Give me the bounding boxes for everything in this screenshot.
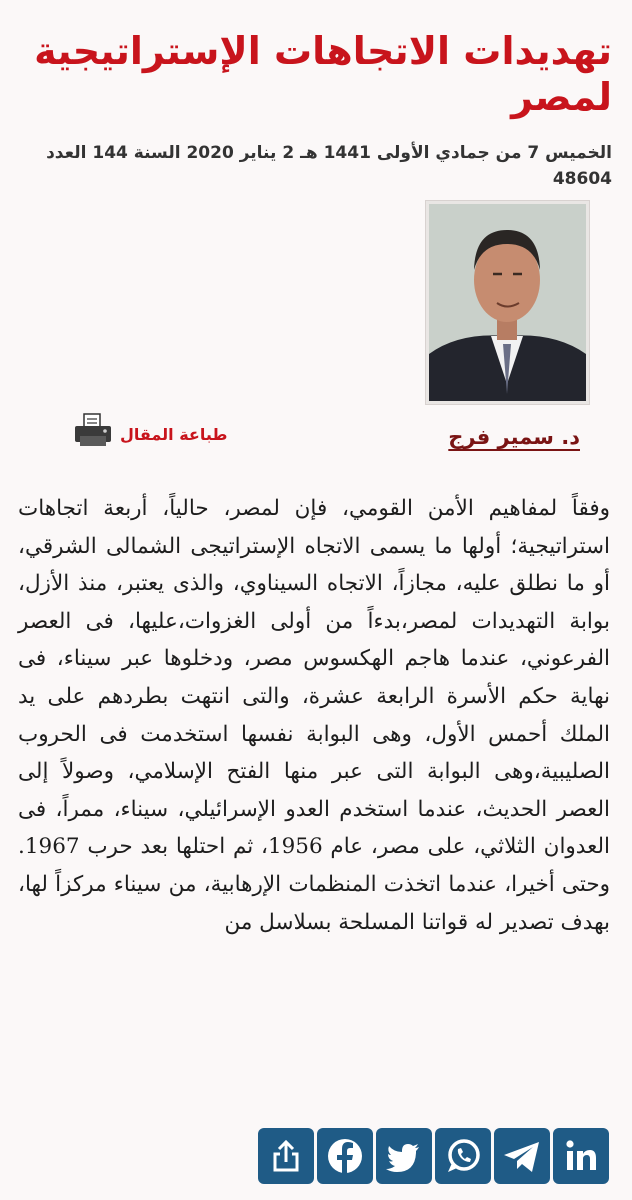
article-title: تهديدات الاتجاهات الإستراتيجية لمصر (34, 29, 612, 119)
share-bar (258, 1128, 608, 1192)
linkedin-icon (553, 1128, 609, 1184)
twitter-share-button[interactable] (376, 1128, 432, 1184)
telegram-share-button[interactable] (494, 1128, 550, 1184)
linkedin-share-button[interactable] (553, 1128, 609, 1184)
share-button[interactable] (258, 1128, 314, 1184)
share-icon (258, 1128, 314, 1184)
printer-icon[interactable] (72, 412, 114, 448)
article-body: وفقاً لمفاهيم الأمن القومي، فإن لمصر، حالياً، أربعة اتجاهات استراتيجية؛ أولها ما يسمى الاتجاه الإستراتيجى الشمالى الشرقي، أو ما نطلق عليه، مجازاً، الاتجاه السيناوي، والذى يعتبر، منذ الأزل، بوابة التهديدات لمصر،بدءاً من أولى الغزوات،عليها، فى العصر الفرعوني، عندما هاجم الهكسوس مصر، ودخلوها عبر سيناء، فى نهاية حكم الأسرة الرابعة عشرة، والتى انتهت بطردهم على يد الملك أحمس الأول، وهى البوابة نفسها استخدمت فى الحروب الصليبية،وهى البوابة التى عبر منها الفتح الإسلامي، وصولاً إلى العصر الحديث، عندما استخدم العدو الإسرائيلي، سيناء، ممراً، فى العدوان الثلاثي، على مصر، عام 1956، ثم احتلها بعد حرب 1967. وحتى أخيرا، عندما اتخذت المنظمات الإرهابية، من سيناء مركزاً لها، بهدف تصدير له قواتنا المسلحة بسلاسل من (18, 496, 610, 935)
whatsapp-share-button[interactable] (435, 1128, 491, 1184)
twitter-icon (376, 1128, 432, 1184)
author-photo (425, 200, 590, 405)
telegram-icon (494, 1128, 550, 1184)
print-article-link[interactable]: طباعة المقال (120, 425, 228, 444)
author-name-link[interactable]: د. سمير فرج (448, 425, 580, 449)
whatsapp-icon (435, 1128, 491, 1184)
facebook-icon (317, 1128, 373, 1184)
author-portrait (429, 204, 586, 401)
facebook-share-button[interactable] (317, 1128, 373, 1184)
article-date-issue: الخميس 7 من جمادي الأولى 1441 هـ 2 يناير 2020 السنة 144 العدد 48604 (46, 143, 612, 189)
